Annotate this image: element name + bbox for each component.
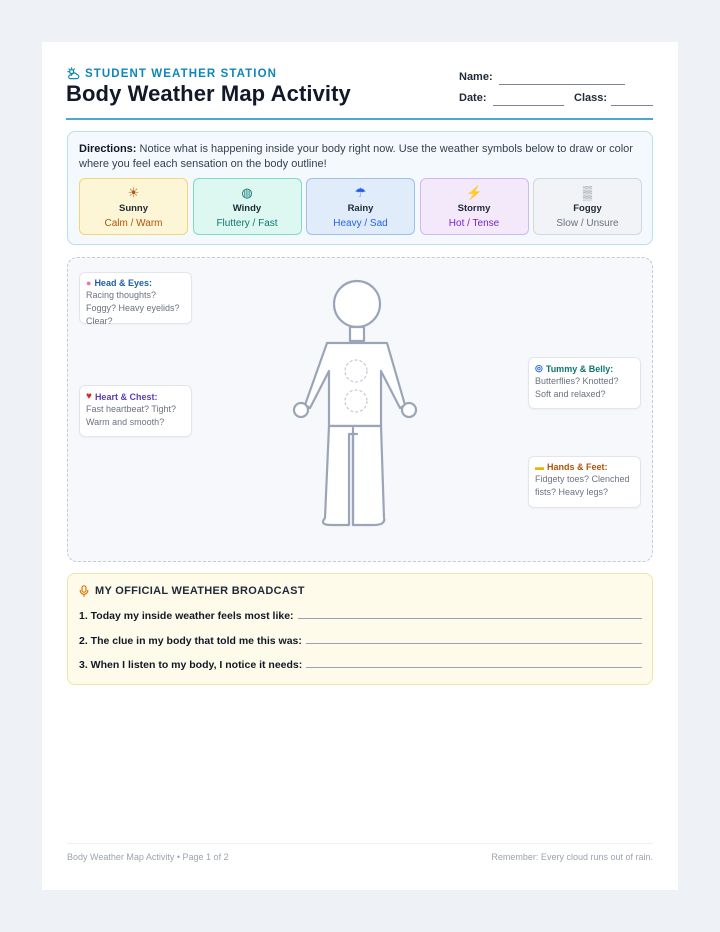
hands-feet-title <box>535 462 634 472</box>
directions-panel <box>67 131 653 245</box>
tummy-belly-title <box>535 363 634 374</box>
head-eyes-note <box>79 272 192 324</box>
body-head <box>334 281 380 327</box>
heart-chest-label: Heart & Chest: <box>94 391 158 402</box>
class-field[interactable] <box>611 105 653 106</box>
date-label: Date: <box>459 92 487 104</box>
directions-body: Notice what is happening inside your body right now. Use the weather symbols below to draw or color where you feel each sensation on the body outline! <box>79 143 633 170</box>
weather-card-desc: Hot / Tense <box>448 218 500 229</box>
question-3-label: 3. When I listen to my body, I notice it needs: <box>79 659 303 671</box>
tummy-belly-label: Tummy & Belly: <box>545 363 614 374</box>
weather-card-sunny[interactable] <box>79 178 188 235</box>
wind-icon: ◍ <box>241 185 253 200</box>
broadcast-question-2[interactable] <box>79 635 642 647</box>
head-eyes-text: Racing thoughts? Foggy? Heavy eyelids? Clear? <box>86 290 180 326</box>
weather-card-desc: Fluttery / Fast <box>216 218 278 229</box>
head-eyes-title <box>86 278 185 288</box>
directions-text <box>79 142 639 171</box>
weather-card-stormy[interactable] <box>420 178 529 235</box>
weather-card-windy[interactable] <box>193 178 302 235</box>
class-label: Class: <box>574 92 608 104</box>
tummy-belly-text: Butterflies? Knotted? Soft and relaxed? <box>535 376 619 399</box>
heart-chest-note <box>79 385 192 437</box>
worksheet-page <box>42 42 678 890</box>
name-label: Name: <box>459 71 493 83</box>
hands-feet-note <box>528 456 641 508</box>
weather-card-desc: Heavy / Sad <box>333 218 388 229</box>
broadcast-question-3[interactable] <box>79 659 642 671</box>
body-outline[interactable] <box>273 275 443 535</box>
broadcast-title <box>79 585 305 597</box>
lightning-icon: ⚡ <box>466 185 483 200</box>
bandage-icon: ▬ <box>535 462 544 472</box>
body-torso-arms <box>305 343 405 426</box>
heart-icon: ♥ <box>86 391 92 402</box>
question-1-label: 1. Today my inside weather feels most like: <box>79 610 294 622</box>
heart-chest-text: Fast heartbeat? Tight? Warm and smooth? <box>86 404 177 427</box>
weather-broadcast-panel <box>67 573 653 685</box>
body-right-hand <box>402 403 416 417</box>
body-left-hand <box>294 403 308 417</box>
sun-icon: ☀ <box>127 185 140 200</box>
weather-card-name: Sunny <box>118 203 149 214</box>
broadcast-question-1[interactable] <box>79 610 642 622</box>
date-field[interactable] <box>493 105 564 106</box>
swirl-icon: ◎ <box>535 363 543 373</box>
body-neck <box>350 327 364 341</box>
page-title: Body Weather Map Activity <box>66 81 351 106</box>
weather-card-name: Stormy <box>457 203 491 214</box>
answer-line-2[interactable] <box>306 643 642 644</box>
name-field[interactable] <box>499 84 625 85</box>
fog-icon: ▒ <box>582 185 593 200</box>
directions-label: Directions: <box>79 143 137 155</box>
weather-station-icon <box>67 67 80 80</box>
weather-card-name: Rainy <box>347 203 374 214</box>
body-map-area[interactable] <box>67 257 653 562</box>
hands-feet-text: Fidgety toes? Clenched fists? Heavy legs? <box>535 474 630 497</box>
head-eyes-label: Head & Eyes: <box>94 278 152 288</box>
weather-card-desc: Calm / Warm <box>104 218 163 229</box>
weather-card-desc: Slow / Unsure <box>556 218 619 229</box>
brand-header <box>67 67 277 80</box>
brand-label: STUDENT WEATHER STATION <box>85 67 278 80</box>
weather-card-rainy[interactable] <box>306 178 415 235</box>
footer-quote: Remember: Every cloud runs out of rain. <box>491 852 653 862</box>
footer-page-info: Body Weather Map Activity • Page 1 of 2 <box>67 852 229 862</box>
rain-cloud-icon: ☂ <box>354 185 367 200</box>
weather-card-name: Windy <box>232 203 262 214</box>
broadcast-title-label: MY OFFICIAL WEATHER BROADCAST <box>95 585 305 597</box>
weather-card-name: Foggy <box>573 203 602 214</box>
header-divider <box>66 118 653 120</box>
answer-line-1[interactable] <box>298 618 642 619</box>
hands-feet-label: Hands & Feet: <box>547 462 608 472</box>
heart-chest-title <box>86 391 185 402</box>
microphone-icon <box>79 585 89 597</box>
brain-icon: ● <box>86 278 92 288</box>
question-2-label: 2. The clue in my body that told me this was: <box>79 635 302 647</box>
answer-line-3[interactable] <box>306 667 642 668</box>
footer-divider <box>67 843 653 844</box>
weather-card-foggy[interactable] <box>533 178 642 235</box>
tummy-belly-note <box>528 357 641 409</box>
